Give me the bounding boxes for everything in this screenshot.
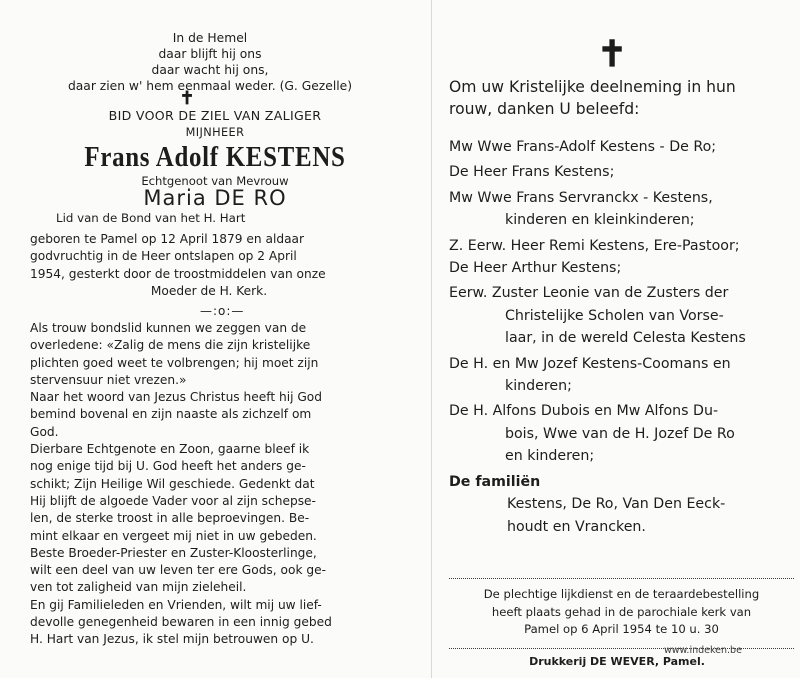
dotted-divider [449, 648, 794, 649]
text-line: Om uw Kristelijke deelneming in hun [449, 78, 736, 96]
text-line: Naar het woord van Jezus Christus heeft hij God [30, 390, 322, 405]
text-line: en kinderen; [505, 448, 595, 465]
separator: —:o:— [200, 304, 245, 318]
text-line: De H. en Mw Jozef Kestens-Coomans en [449, 355, 731, 372]
text-line: nog enige tijd bij U. God heeft het anders ge- [30, 459, 306, 474]
text-line: Als trouw bondslid kunnen we zeggen van de [30, 321, 307, 335]
family-entry [449, 282, 794, 349]
spouse-intro: Echtgenoot van Mevrouw [141, 174, 289, 188]
text-line: devolle genegenheid bewaren in een innig gebed [30, 615, 332, 630]
families-heading: De familiën [449, 473, 541, 490]
family-entry [449, 235, 794, 280]
printer-credit: Drukkerij DE WEVER, Pamel. [529, 655, 705, 668]
poem-line: daar wacht hij ons, [151, 63, 269, 77]
text-line: En gij Familieleden en Vrienden, wilt mij uw lief- [30, 597, 322, 612]
text-line: De H. Alfons Dubois en Mw Alfons Du- [449, 403, 719, 420]
birth-death-text [30, 231, 388, 300]
text-line: 1954, gesterkt door de troostmiddelen van onze [30, 266, 326, 281]
right-panel [432, 0, 800, 678]
poem [60, 30, 360, 94]
text-line: De Heer Frans Kestens; [449, 164, 615, 181]
text-line: Beste Broeder-Priester en Zuster-Kloosterlinge, [30, 545, 317, 560]
text-line: len, de sterke troost in alle beproevingen. Be- [30, 511, 310, 526]
text-line: godvruchtig in de Heer ontslapen op 2 April [30, 249, 297, 264]
paragraph [30, 441, 388, 545]
text-line: Pamel op 6 April 1954 te 10 u. 30 [524, 622, 719, 636]
text-line: geboren te Pamel op 12 April 1879 en aldaar [30, 232, 305, 246]
paragraph [30, 597, 388, 649]
family-entry [449, 187, 794, 232]
family-entry [449, 471, 794, 538]
text-line: Mw Wwe Frans-Adolf Kestens - De Ro; [449, 139, 717, 155]
text-line: kinderen en kleinkinderen; [505, 212, 695, 229]
poem-line: In de Hemel [172, 31, 248, 45]
text-line: overledene: «Zalig de mens die zijn kristelijke [30, 338, 311, 353]
body-text [30, 320, 388, 649]
text-line: kinderen; [505, 378, 572, 395]
membership-note: Lid van de Bond van het H. Hart [56, 211, 246, 225]
cross-icon: ✝ [179, 88, 195, 109]
text-line: Kestens, De Ro, Van Den Eeck- [507, 496, 726, 513]
funeral-notice [449, 586, 794, 639]
cross-icon: ✝ [597, 33, 628, 75]
poem-line: daar blijft hij ons [158, 47, 262, 61]
title-mijnheer: MIJNHEER [185, 126, 245, 139]
text-line: houdt en Vrancken. [507, 518, 646, 535]
text-line: laar, in de wereld Celesta Kestens [505, 330, 746, 347]
thanks-text [449, 76, 794, 120]
spouse-name: Maria DE RO [143, 186, 287, 210]
text-line: Z. Eerw. Heer Remi Kestens, Ere-Pastoor; [449, 237, 740, 254]
text-line: God. [30, 424, 59, 439]
text-line: heeft plaats gehad in de parochiale kerk van [491, 604, 752, 619]
text-line: Moeder de H. Kerk. [150, 283, 268, 298]
text-line: plichten goed weet te volbrengen; hij moet zijn [30, 355, 319, 370]
text-line: stervensuur niet vrezen.» [30, 372, 187, 387]
text-line: rouw, danken U beleefd: [449, 100, 640, 118]
paragraph [30, 389, 388, 441]
text-line: Mw Wwe Frans Servranckx - Kestens, [449, 189, 713, 206]
family-entry [449, 400, 794, 467]
family-entry [449, 161, 794, 183]
text-line: bois, Wwe van de H. Jozef De Ro [505, 425, 735, 442]
text-line: Dierbare Echtgenote en Zoon, gaarne bleef ik [30, 442, 310, 457]
text-line: Eerw. Zuster Leonie van de Zusters der [449, 285, 729, 302]
family-entry [449, 136, 794, 158]
paragraph [30, 545, 388, 597]
text-line: De Heer Arthur Kestens; [449, 260, 622, 277]
text-line: Christelijke Scholen van Vorse- [505, 307, 724, 324]
prayer-heading: BID VOOR DE ZIEL VAN ZALIGER [108, 108, 322, 123]
text-line: mint elkaar en vergeet mij niet in uw gebeden. [30, 528, 317, 543]
text-line: Hij blijft de algoede Vader voor al zijn schepse- [30, 493, 316, 508]
poem-line: daar zien w' hem eenmaal weder. (G. Gezelle) [67, 79, 353, 93]
text-line: wilt een deel van uw leven ter ere Gods, ook ge- [30, 563, 327, 578]
family-list [449, 136, 794, 541]
watermark: www.indeken.be [664, 645, 742, 656]
paragraph [30, 320, 388, 389]
deceased-name: Frans Adolf KESTENS [84, 141, 346, 173]
family-entry [449, 353, 794, 398]
dotted-divider [449, 578, 794, 579]
text-line: bemind bovenal en zijn naaste als zichzelf om [30, 407, 312, 422]
text-line: ven tot zaligheid van mijn zieleheil. [30, 580, 247, 595]
text-line: schikt; Zijn Heilige Wil geschiede. Gedenkt dat [30, 476, 315, 491]
text-line: De plechtige lijkdienst en de teraardebestelling [483, 587, 760, 601]
text-line: H. Hart van Jezus, ik stel mijn betrouwen op U. [30, 632, 314, 647]
